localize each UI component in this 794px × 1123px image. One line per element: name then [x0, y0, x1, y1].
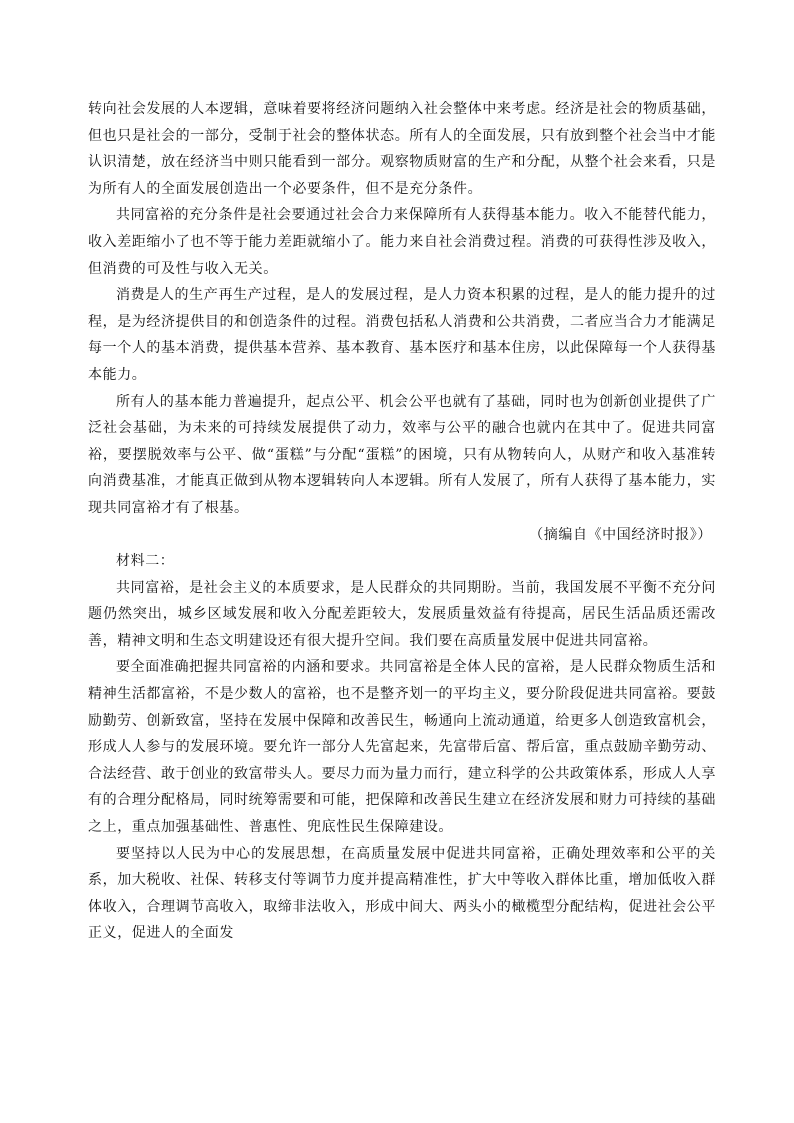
paragraph-7: 要坚持以人民为中心的发展思想，在高质量发展中促进共同富裕，正确处理效率和公平的关系，加大税收、社保、转移支付等调节力度并提高精准性，扩大中等收入群体比重，增加低收入群体收入，合理调节高收入，取缔非法收入，形成中间大、两头小的橄榄型分配结构，促进社会公平正义，促进人的全面发: [88, 845, 716, 942]
material-heading: 材料二：: [116, 553, 175, 570]
paragraph-5: 共同富裕，是社会主义的本质要求，是人民群众的共同期盼。当前，我国发展不平衡不充分问题仍然突出，城乡区域发展和收入分配差距较大，发展质量效益有待提高，居民生活品质还需改善，精神文明和生态文明建设还有很大提升空间。我们要在高质量发展中促进共同富裕。: [88, 579, 716, 649]
document-page: [88, 96, 716, 947]
paragraph-3: 消费是人的生产再生产过程，是人的发展过程，是人力资本积累的过程，是人的能力提升的过程，是为经济提供目的和创造条件的过程。消费包括私人消费和公共消费，二者应当合力才能满足每一个人的基本消费，提供基本营养、基本教育、基本医疗和基本住房，以此保障每一个人获得基本能力。: [88, 287, 716, 383]
source-citation: （摘编自《中国经济时报》）: [529, 526, 712, 543]
paragraph-2: 共同富裕的充分条件是社会要通过社会合力来保障所有人获得基本能力。收入不能替代能力，收入差距缩小了也不等于能力差距就缩小了。能力来自社会消费过程。消费的可获得性涉及收入，但消费的可及性与收入无关。: [88, 207, 716, 277]
paragraph-6: 要全面准确把握共同富裕的内涵和要求。共同富裕是全体人民的富裕，是人民群众物质生活和精神生活都富裕，不是少数人的富裕，也不是整齐划一的平均主义，要分阶段促进共同富裕。要鼓励勤劳、创新致富，坚持在发展中保障和改善民生，畅通向上流动通道，给更多人创造致富机会，形成人人参与的发展环境。要允许一部分人先富起来，先富带后富、帮后富，重点鼓励辛勤劳动、合法经营、敢于创业的致富带头人。要尽力而为量力而行，建立科学的公共政策体系，形成人人享有的合理分配格局，同时统筹需要和可能，把保障和改善民生建立在经济发展和财力可持续的基础之上，重点加强基础性、普惠性、兜底性民生保障建设。: [88, 659, 716, 836]
paragraph-4: 所有人的基本能力普遍提升，起点公平、机会公平也就有了基础，同时也为创新创业提供了广泛社会基础，为未来的可持续发展提供了动力，效率与公平的融合也就内在其中了。促进共同富裕，要摆脱效率与公平、做“蛋糕”与分配“蛋糕”的困境，只有从物转向人，从财产和收入基准转向消费基准，才能真正做到从物本逻辑转向人本逻辑。所有人发展了，所有人获得了基本能力，实现共同富裕才有了根基。: [88, 393, 716, 516]
paragraph-1: 转向社会发展的人本逻辑，意味着要将经济问题纳入社会整体中来考虑。经济是社会的物质基础，但也只是社会的一部分，受制于社会的整体状态。所有人的全面发展，只有放到整个社会当中才能认识清楚，放在经济当中则只能看到一部分。观察物质财富的生产和分配，从整个社会来看，只是为所有人的全面发展创造出一个必要条件，但不是充分条件。: [88, 101, 716, 197]
